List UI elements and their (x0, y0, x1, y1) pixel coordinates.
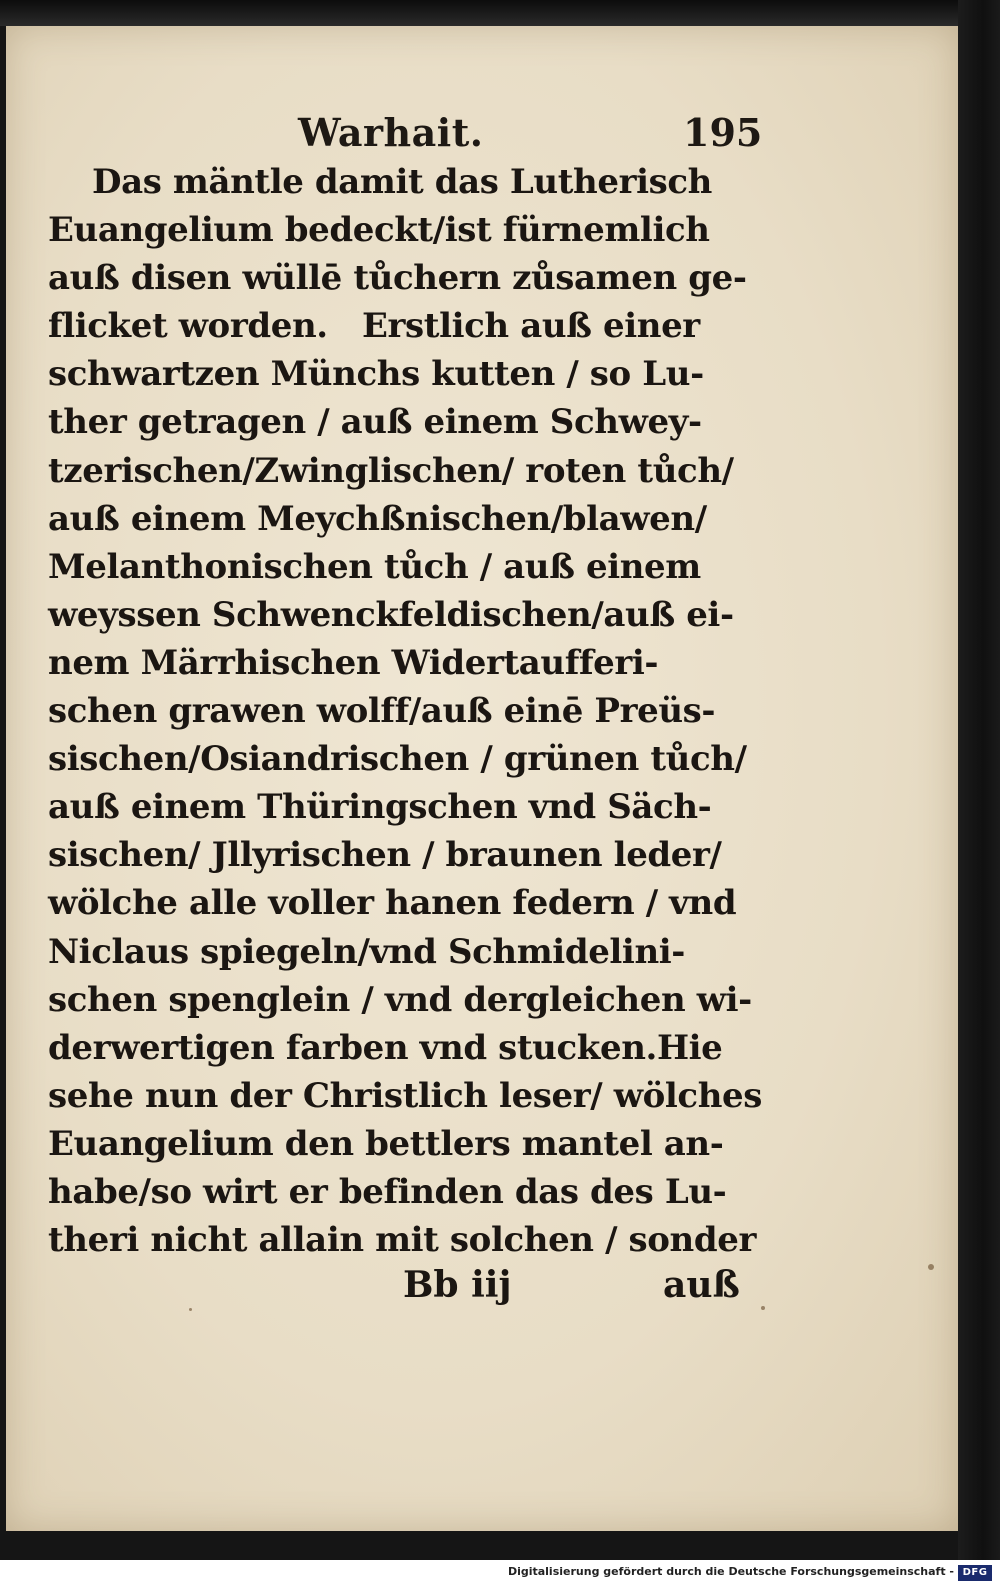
text-line: ther getragen / auß einem Schwey- (48, 402, 702, 443)
text-line: Das mäntle damit das Lutherisch (92, 162, 713, 202)
text-line: sehe nun der Christlich leser/ wölches (48, 1075, 763, 1116)
text-line: schen spenglein / vnd dergleichen wi- (48, 979, 752, 1020)
text-line: auß einem Thüringschen vnd Säch- (48, 787, 712, 828)
book-spine-edge (958, 0, 1000, 1560)
text-line: weyssen Schwenckfeldischen/auß ei- (48, 594, 734, 635)
scan-top-edge (0, 0, 1000, 26)
text-line: nem Märrhischen Widertaufferi- (48, 642, 659, 683)
catchword: auß (663, 1264, 740, 1307)
page-number: 195 (683, 110, 763, 155)
ink-speck (928, 1264, 934, 1270)
text-line: sischen/Osiandrischen / grünen tůch/ (48, 739, 747, 780)
funding-credit: Digitalisierung gefördert durch die Deutsche Forschungsgemeinschaft - (507, 1565, 954, 1578)
body-text (48, 158, 763, 1264)
text-line: derwertigen farben vnd stucken.Hie (48, 1027, 723, 1068)
running-head: Warhait. (298, 110, 484, 155)
catchline (48, 1264, 748, 1312)
text-line: Melanthonischen tůch / auß einem (48, 546, 701, 587)
text-line: sischen/ Jllyrischen / braunen leder/ (48, 835, 722, 876)
text-line: auß disen wüllē tůchern zůsamen ge- (48, 258, 747, 299)
text-line: Euangelium bedeckt/ist fürnemlich (48, 210, 710, 251)
text-line: schwartzen Münchs kutten / so Lu- (48, 354, 704, 395)
ink-speck (761, 1306, 765, 1310)
text-line: habe/so wirt er befinden das des Lu- (48, 1171, 727, 1212)
text-line: Euangelium den bettlers mantel an- (48, 1123, 724, 1164)
page-header (48, 110, 763, 158)
footer-bar (0, 1560, 1000, 1587)
dfg-logo: DFG (958, 1565, 992, 1581)
text-line: flicket worden. Erstlich auß einer (48, 306, 700, 347)
text-line: schen grawen wolff/auß einē Preüs- (48, 691, 716, 732)
book-page (6, 26, 958, 1531)
text-line: auß einem Meychßnischen/blawen/ (48, 498, 707, 539)
text-line: theri nicht allain mit solchen / sonder (48, 1220, 756, 1261)
text-line: Niclaus spiegeln/vnd Schmidelini- (48, 931, 686, 972)
ink-speck (189, 1308, 192, 1311)
signature-mark: Bb iij (403, 1264, 512, 1307)
text-line: tzerischen/Zwinglischen/ roten tůch/ (48, 450, 734, 491)
text-line: wölche alle voller hanen federn / vnd (48, 883, 737, 924)
page-text-block (48, 110, 763, 1312)
